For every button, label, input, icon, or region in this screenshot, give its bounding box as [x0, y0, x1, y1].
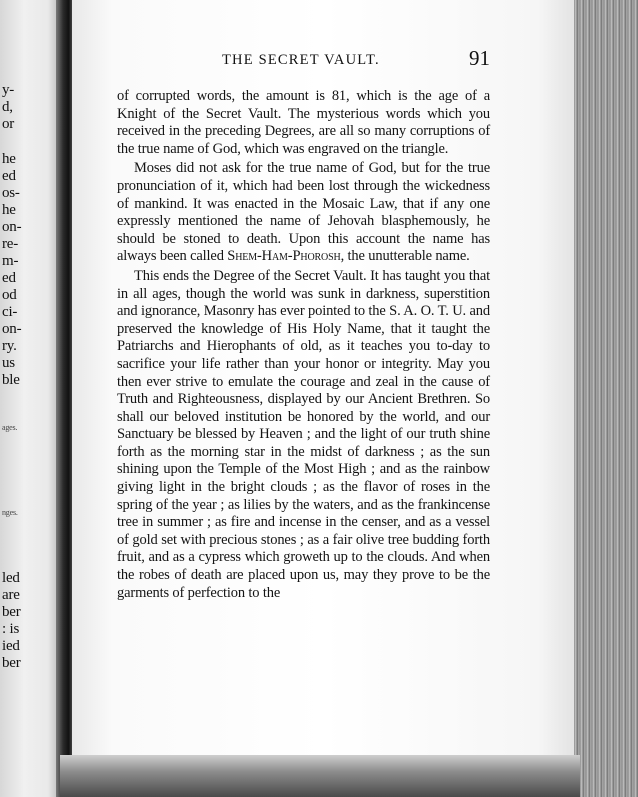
left-fragment: os- — [2, 185, 20, 201]
left-fragment: y- — [2, 82, 15, 98]
body-text — [117, 88, 490, 604]
paragraph — [117, 160, 490, 266]
page-edges — [574, 0, 638, 797]
sacred-name: Shem-Ham-Phorosh — [227, 248, 341, 265]
bottom-shadow — [60, 755, 580, 797]
paragraph-text: , the unutterable name. — [340, 248, 470, 265]
left-fragment: he — [2, 202, 16, 218]
paragraph — [117, 268, 490, 602]
paragraph-text: This ends the Degree of the Secret Vault. It has taught you that in all ages, though the world was sunk in darkness, superstition and ignorance, Masonry has ever pointed to the S. A. O. T. U. and preserved the knowledge of His Holy Name, that it taught the Patriarchs and Hierophants of old, as it teaches you to-day to sacrifice your life rather than your honor or integrity. May you then ever strive to emulate the courage and zeal in the cause of Truth and Righteousness, displayed by our Ancient Brethren. So shall our beloved institution be honored by the world, and our Sanctuary be blessed by Heaven ; and the light of our truth shine forth as the morning star in the midst of darkness ; as the sun shining upon the Temple of the Most High ; and as the rainbow giving light in the bright clouds ; as the flavor of roses in the spring of the year ; as lilies by the waters, and as the frankincense tree in summer ; as fire and incense in the censer, and as a vessel of gold set with precious stones ; as a fair olive tree budding forth fruit, and as a cypress which groweth up to the clouds. And when the robes of death are placed upon us, may they prove to be the garments of perfection to the — [117, 267, 490, 601]
left-fragment: re- — [2, 236, 19, 252]
left-fragment: ci- — [2, 304, 18, 320]
left-fragment: nges. — [2, 508, 18, 517]
left-fragment: or — [2, 116, 15, 132]
left-fragment: led — [2, 570, 20, 586]
left-fragment: ber — [2, 604, 21, 620]
paragraph-text: of corrupted words, the amount is 81, which is the age of a Knight of the Secret Vault. The mysterious words which you received in the preceding Degrees, are all so many corruptions of the true name of God, which was engraved on the triangle. — [117, 88, 490, 157]
left-fragment: on- — [2, 219, 22, 235]
left-fragment: ber — [2, 655, 21, 671]
page-number: 91 — [469, 46, 490, 70]
running-title: THE SECRET VAULT. — [222, 52, 380, 68]
left-fragment: he — [2, 151, 16, 167]
left-fragment: ed — [2, 270, 16, 286]
left-fragment: ry. — [2, 338, 17, 354]
paragraph-text: Moses did not ask for the true name of God, but for the true pronunciation of it, which had been lost through the wickedness of mankind. It was enacted in the Mosaic Law, that if any one expressly mentioned the name of Jehovah blasphemously, he should be stoned to death. Upon this account the name has always been called — [117, 160, 490, 265]
left-fragment: ages. — [2, 423, 18, 432]
left-fragment: ble — [2, 372, 20, 388]
paragraph — [117, 88, 490, 158]
left-fragment: : is — [2, 621, 20, 637]
left-fragment: on- — [2, 321, 22, 337]
left-fragment: us — [2, 355, 15, 371]
left-fragment: m- — [2, 253, 19, 269]
left-fragment: ied — [2, 638, 20, 654]
left-fragment: are — [2, 587, 20, 603]
left-fragment: od — [2, 287, 17, 303]
left-fragment: d, — [2, 99, 13, 115]
left-fragment: ed — [2, 168, 16, 184]
